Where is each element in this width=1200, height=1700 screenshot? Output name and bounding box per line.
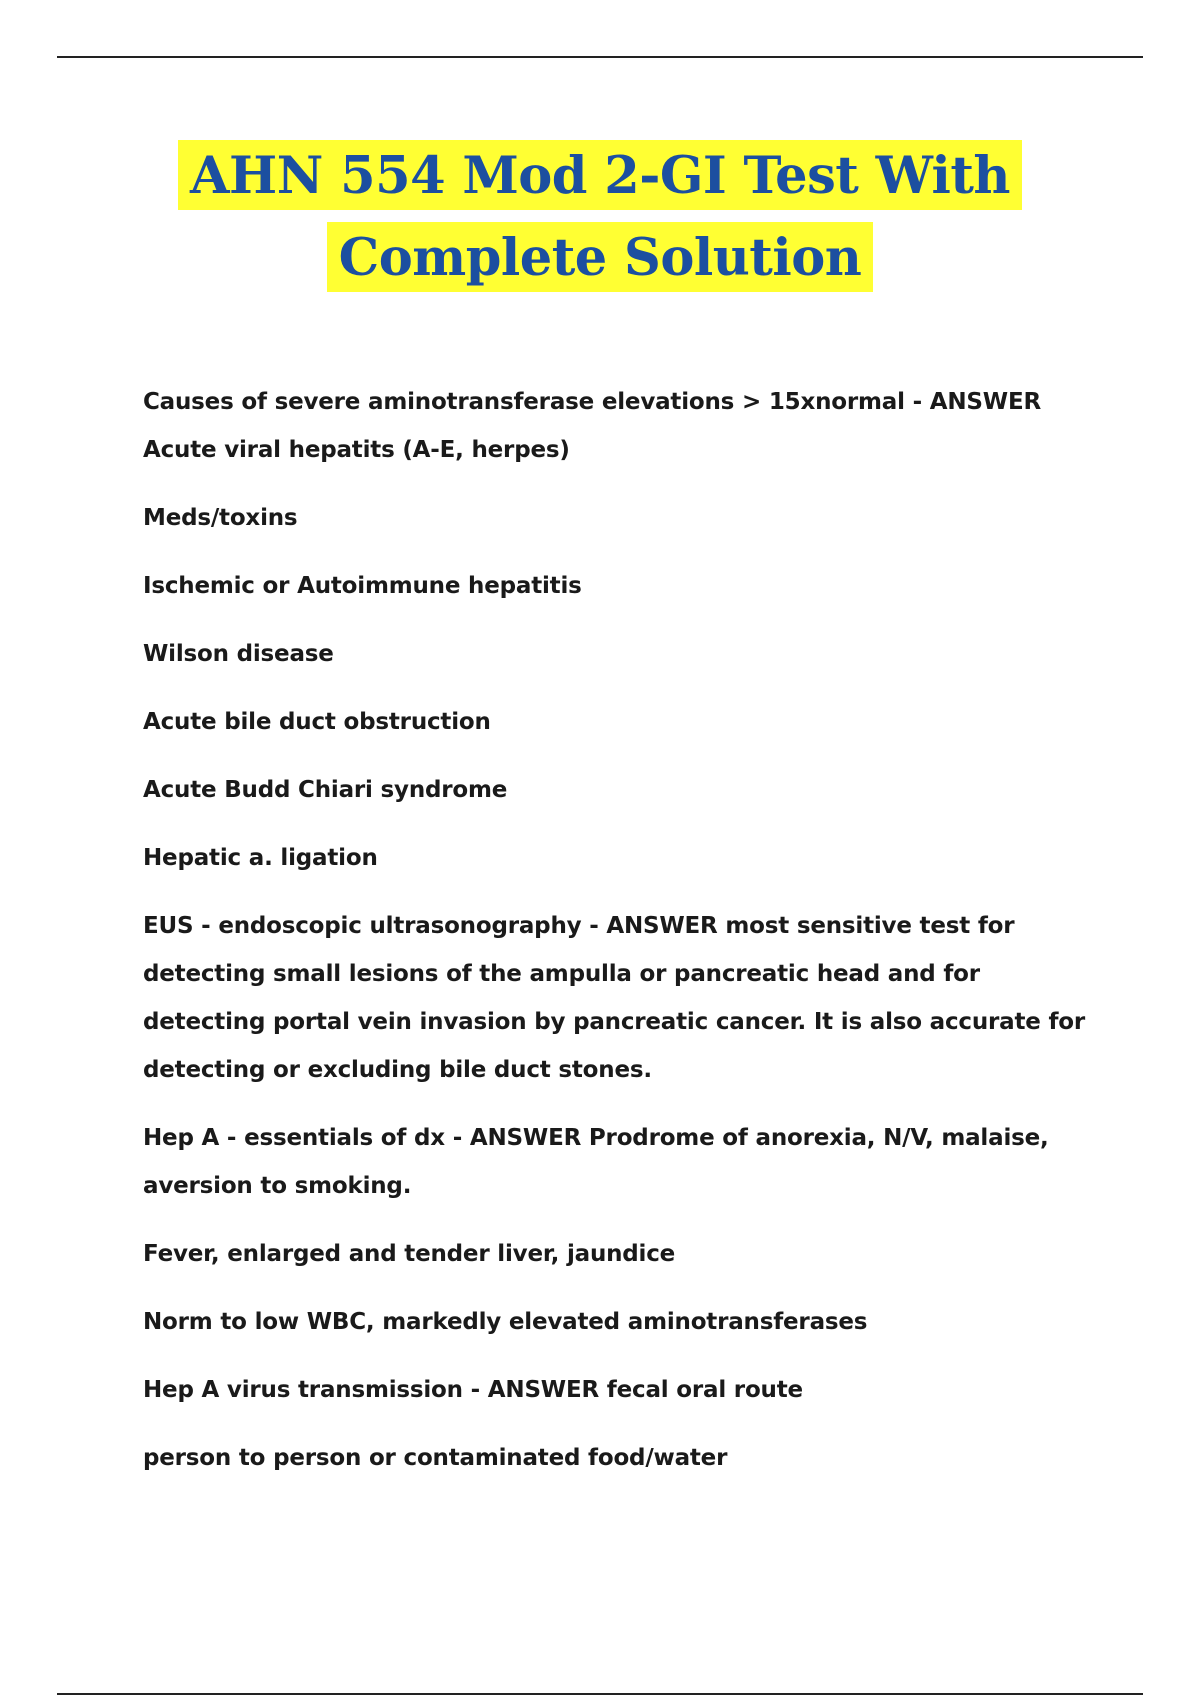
paragraph: person to person or contaminated food/water <box>143 1445 728 1471</box>
bottom-divider <box>57 1693 1143 1695</box>
paragraph: Hep A virus transmission - ANSWER fecal oral route <box>143 1377 803 1403</box>
document-body <box>143 378 1093 1502</box>
paragraph: Ischemic or Autoimmune hepatitis <box>143 573 582 599</box>
paragraph: Acute Budd Chiari syndrome <box>143 777 508 803</box>
paragraph: Acute bile duct obstruction <box>143 709 491 735</box>
paragraph: Meds/toxins <box>143 505 298 531</box>
paragraph: Fever, enlarged and tender liver, jaundice <box>143 1241 676 1267</box>
paragraph: Hepatic a. ligation <box>143 845 378 871</box>
title-line-2: Complete Solution <box>327 222 874 292</box>
paragraph: Norm to low WBC, markedly elevated aminotransferases <box>143 1309 868 1335</box>
paragraph: Causes of severe aminotransferase elevations > 15xnormal - ANSWER Acute viral hepatits (A-E, herpes) <box>143 389 1041 463</box>
title-line-1: AHN 554 Mod 2-GI Test With <box>178 140 1022 210</box>
paragraph: EUS - endoscopic ultrasonography - ANSWER most sensitive test for detecting small lesions of the ampulla or pancreatic head and for detecting portal vein invasion by pancreatic cancer. It is also accurate for detecting or excluding bile duct stones. <box>143 913 1086 1083</box>
paragraph: Wilson disease <box>143 641 334 667</box>
document-title <box>0 140 1200 292</box>
paragraph: Hep A - essentials of dx - ANSWER Prodrome of anorexia, N/V, malaise, aversion to smoking. <box>143 1125 1049 1199</box>
top-divider <box>57 56 1143 58</box>
